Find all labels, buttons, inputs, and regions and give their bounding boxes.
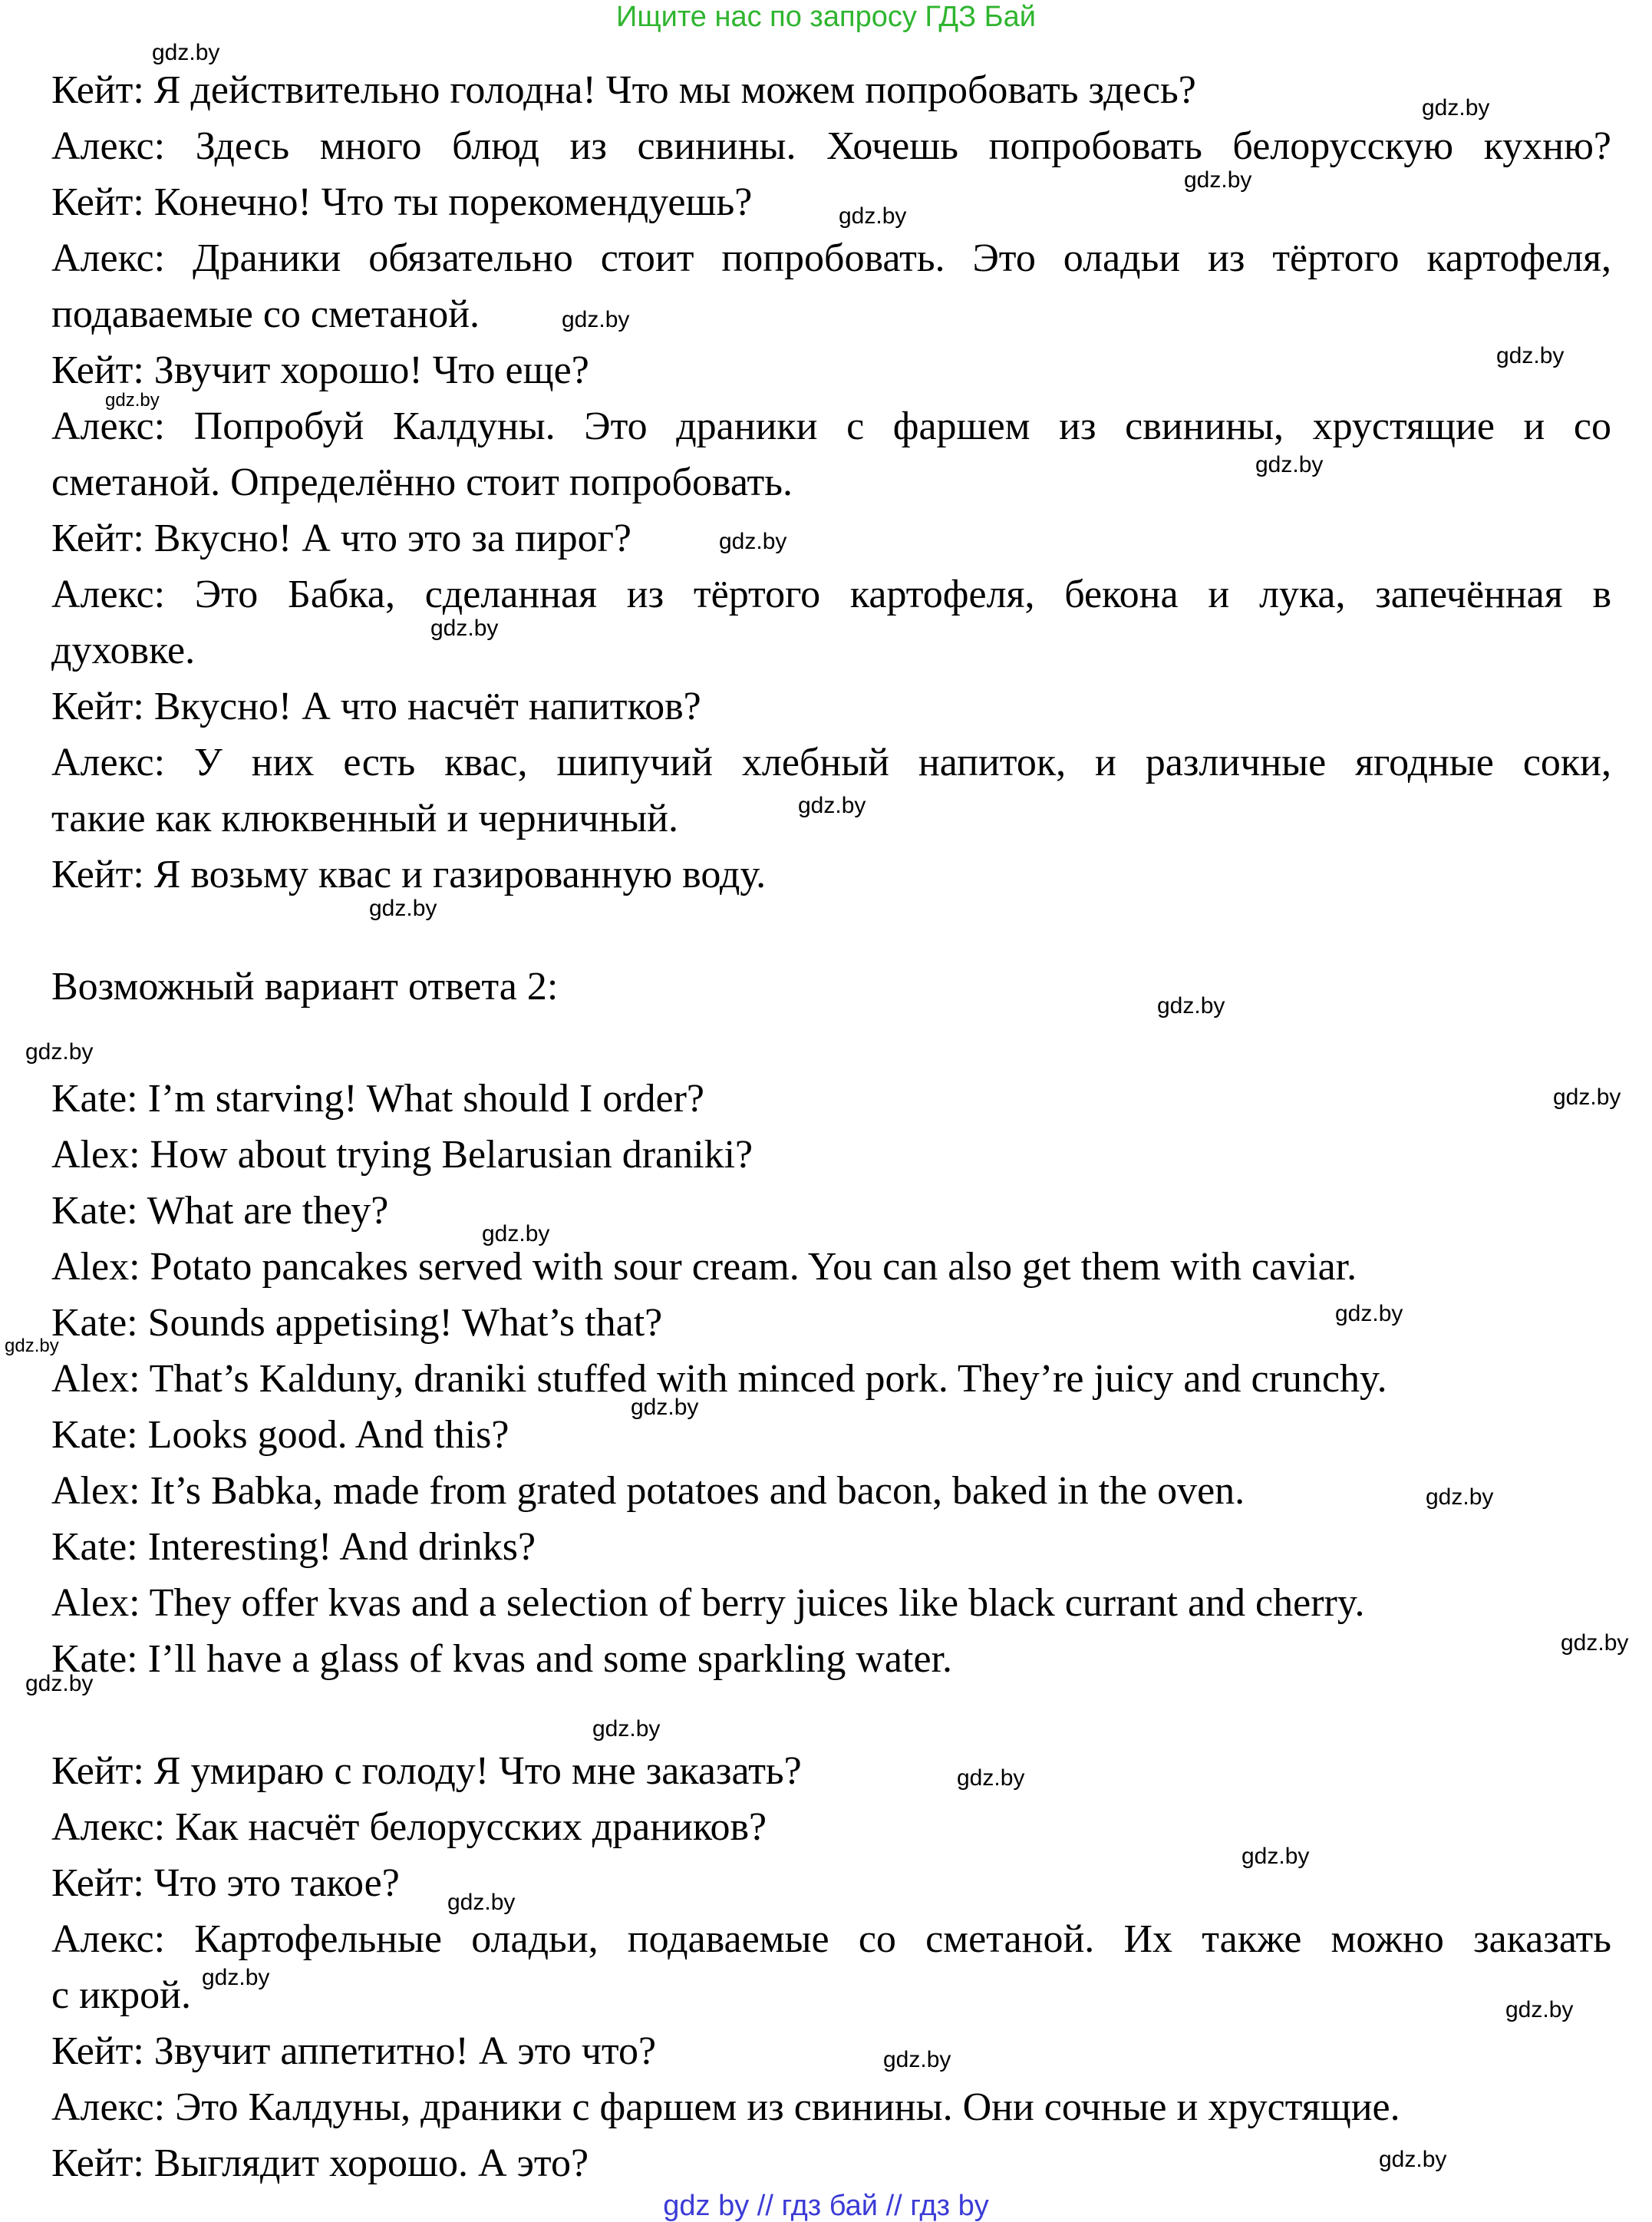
dialogue-line: Kate: What are they? (51, 1189, 389, 1233)
dialogue-line: с икрой. (51, 1973, 191, 2017)
watermark: gdz.by (1505, 1997, 1574, 2022)
dialogue-line: Кейт: Вкусно! А что это за пирог? (51, 517, 632, 560)
variant-heading: Возможный вариант ответа 2: (51, 965, 559, 1009)
dialogue-line: Kate: I’m starving! What should I order? (51, 1077, 704, 1121)
watermark: gdz.by (592, 1716, 661, 1742)
watermark: gdz.by (25, 1039, 94, 1065)
watermark: gdz.by (25, 1671, 94, 1696)
dialogue-line: сметаной. Определённо стоит попробовать. (51, 461, 793, 504)
dialogue-line: Alex: Potato pancakes served with sour cream. You can also get them with caviar. (51, 1245, 1357, 1289)
footer-links[interactable]: gdz by // гдз бай // гдз by (663, 2190, 989, 2222)
watermark: gdz.by (1553, 1085, 1621, 1110)
dialogue-line: Кейт: Звучит аппетитно! А это что? (51, 2029, 657, 2073)
dialogue-line: такие как клюквенный и черничный. (51, 797, 678, 840)
watermark: gdz.by (1335, 1301, 1403, 1326)
dialogue-line: Алекс: Здесь много блюд из свинины. Хочешь попробовать белорусскую кухню? (51, 124, 1611, 168)
dialogue-line: Алекс: У них есть квас, шипучий хлебный напиток, и различные ягодные соки, (51, 741, 1611, 784)
dialogue-line: Кейт: Вкусно! А что насчёт напитков? (51, 685, 701, 728)
watermark: gdz.by (105, 390, 160, 411)
watermark: gdz.by (883, 2047, 951, 2072)
watermark: gdz.by (1422, 95, 1490, 121)
watermark: gdz.by (430, 616, 499, 641)
dialogue-line: Kate: Looks good. And this? (51, 1413, 509, 1457)
watermark: gdz.by (1184, 167, 1252, 193)
dialogue-line: Kate: I’ll have a glass of kvas and some sparkling water. (51, 1637, 952, 1681)
dialogue-line: Alex: How about trying Belarusian draniki? (51, 1133, 753, 1177)
watermark: gdz.by (152, 40, 220, 65)
watermark: gdz.by (447, 1890, 516, 1915)
dialogue-line: Кейт: Что это такое? (51, 1861, 400, 1905)
watermark: gdz.by (369, 896, 437, 921)
dialogue-line: Кейт: Я действительно голодна! Что мы можем попробовать здесь? (51, 68, 1196, 112)
dialogue-line: Алекс: Это Калдуны, драники с фаршем из свинины. Они сочные и хрустящие. (51, 2085, 1400, 2129)
dialogue-line: духовке. (51, 629, 196, 672)
dialogue-line: Alex: They offer kvas and a selection of berry juices like black currant and cherry. (51, 1581, 1365, 1625)
dialogue-line: Алекс: Как насчёт белорусских драников? (51, 1805, 767, 1849)
watermark: gdz.by (482, 1221, 550, 1246)
dialogue-line: Алекс: Это Бабка, сделанная из тёртого картофеля, бекона и лука, запечённая в (51, 573, 1611, 616)
watermark: gdz.by (1241, 1844, 1310, 1869)
dialogue-line: Alex: It’s Babka, made from grated potatoes and bacon, baked in the oven. (51, 1469, 1245, 1513)
watermark: gdz.by (1379, 2147, 1447, 2172)
dialogue-line: Кейт: Звучит хорошо! Что еще? (51, 348, 589, 392)
dialogue-line: Алекс: Картофельные оладьи, подаваемые со сметаной. Их также можно заказать (51, 1917, 1611, 1961)
watermark: gdz.by (1426, 1484, 1494, 1510)
watermark: gdz.by (957, 1765, 1025, 1791)
watermark: gdz.by (1255, 452, 1324, 477)
dialogue-line: Kate: Interesting! And drinks? (51, 1525, 536, 1569)
watermark: gdz.by (1561, 1630, 1629, 1656)
dialogue-line: Alex: That’s Kalduny, draniki stuffed with minced pork. They’re juicy and crunchy. (51, 1357, 1387, 1401)
watermark: gdz.by (1496, 343, 1565, 368)
watermark: gdz.by (798, 793, 866, 818)
watermark: gdz.by (719, 529, 787, 554)
dialogue-line: Kate: Sounds appetising! What’s that? (51, 1301, 663, 1345)
watermark: gdz.by (5, 1336, 59, 1356)
watermark: gdz.by (562, 307, 630, 332)
watermark: gdz.by (1157, 993, 1225, 1019)
dialogue-line: Кейт: Я возьму квас и газированную воду. (51, 853, 767, 896)
dialogue-line: Алекс: Драники обязательно стоит попробовать. Это оладьи из тёртого картофеля, (51, 236, 1611, 280)
header-search-link[interactable]: Ищите нас по запросу ГДЗ Бай (616, 1, 1036, 33)
dialogue-line: Кейт: Конечно! Что ты порекомендуешь? (51, 180, 753, 224)
watermark: gdz.by (839, 203, 907, 229)
watermark: gdz.by (202, 1965, 270, 1990)
dialogue-line: Кейт: Я умираю с голоду! Что мне заказать? (51, 1749, 802, 1793)
watermark: gdz.by (631, 1395, 699, 1420)
dialogue-line: подаваемые со сметаной. (51, 292, 480, 336)
dialogue-line: Алекс: Попробуй Калдуны. Это драники с фаршем из свинины, хрустящие и со (51, 404, 1611, 448)
dialogue-line: Кейт: Выглядит хорошо. А это? (51, 2141, 589, 2185)
